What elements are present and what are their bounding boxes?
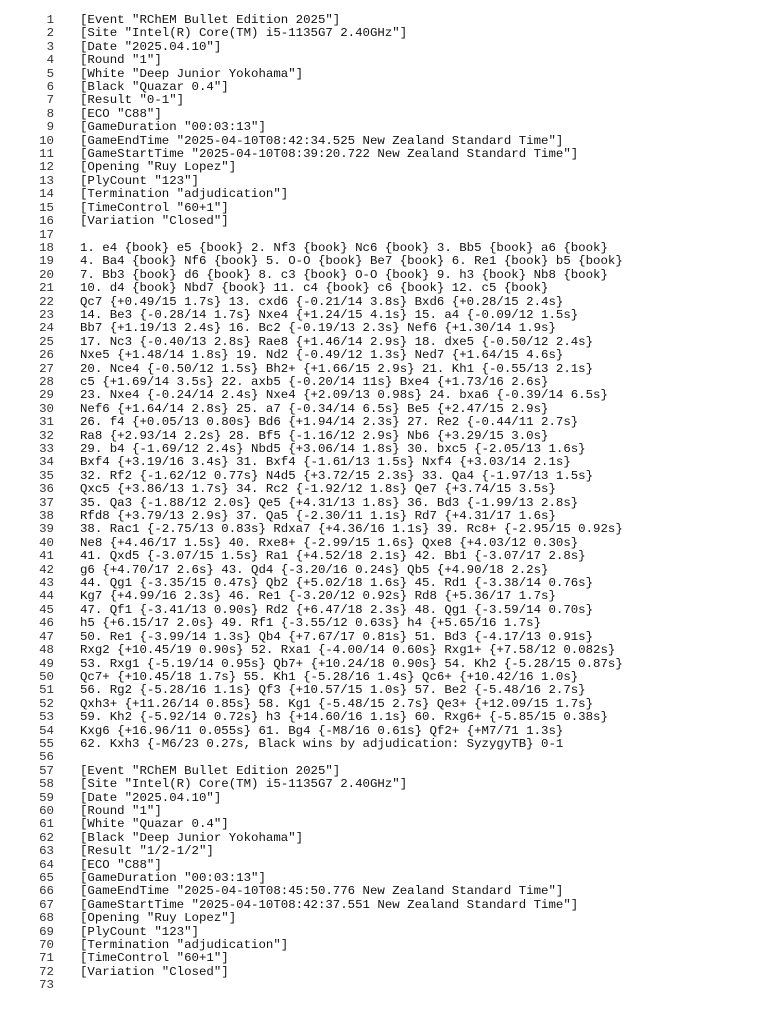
editor-line[interactable] (0, 135, 768, 148)
editor-line[interactable] (0, 255, 768, 268)
line-text[interactable]: [Result "0-1"] (80, 93, 185, 108)
editor-line[interactable] (0, 832, 768, 845)
line-number: 23 (39, 307, 54, 322)
line-text[interactable]: [Result "1/2-1/2"] (80, 844, 214, 859)
line-number: 66 (39, 884, 54, 899)
editor-line[interactable] (0, 14, 768, 27)
line-text[interactable]: [Site "Intel(R) Core(TM) i5-1135G7 2.40GHz"] (80, 777, 408, 792)
line-text[interactable]: 44. Qg1 {-3.35/15 0.47s} Qb2 {+5.02/18 1.6s} 45. Rd1 {-3.38/14 0.76s} (80, 576, 594, 591)
line-number: 16 (39, 214, 54, 229)
line-number: 5 (46, 66, 54, 81)
editor-line[interactable] (0, 27, 768, 40)
editor-line[interactable] (0, 912, 768, 925)
line-text[interactable]: 4. Ba4 {book} Nf6 {book} 5. O-O {book} Be7 {book} 6. Re1 {book} b5 {book} (80, 254, 623, 269)
line-text[interactable]: g6 {+4.70/17 2.6s} 43. Qd4 {-3.20/16 0.24s} Qb5 {+4.90/18 2.2s} (80, 562, 549, 577)
line-text[interactable]: [Round "1"] (80, 53, 162, 68)
line-number: 34 (39, 455, 54, 470)
editor-line[interactable] (0, 725, 768, 738)
line-text[interactable]: [Event "RChEM Bullet Edition 2025"] (80, 13, 341, 27)
line-text[interactable]: 32. Rf2 {-1.62/12 0.77s} N4d5 {+3.72/15 2.3s} 33. Qa4 {-1.97/13 1.5s} (80, 468, 594, 483)
editor-line[interactable] (0, 456, 768, 469)
editor-line[interactable] (0, 175, 768, 188)
editor-line[interactable] (0, 738, 768, 751)
line-number: 11 (39, 147, 54, 162)
editor-line[interactable] (0, 121, 768, 134)
line-number: 33 (39, 442, 54, 456)
line-text[interactable]: 17. Nc3 {-0.40/13 2.8s} Rae8 {+1.46/14 2.9s} 18. dxe5 {-0.50/12 2.4s} (80, 334, 594, 349)
line-number: 15 (39, 200, 54, 215)
line-number: 25 (39, 334, 54, 349)
line-number: 56 (39, 750, 54, 765)
line-text[interactable]: [Date "2025.04.10"] (80, 790, 222, 805)
editor-line[interactable] (0, 698, 768, 711)
line-number: 1 (46, 13, 54, 27)
line-number: 59 (39, 790, 54, 805)
line-text[interactable]: Bb7 {+1.19/13 2.4s} 16. Bc2 {-0.19/13 2.3s} Nef6 {+1.30/14 1.9s} (80, 321, 556, 336)
line-number: 62 (39, 830, 54, 845)
editor-line[interactable] (0, 322, 768, 335)
line-text[interactable]: [Event "RChEM Bullet Edition 2025"] (80, 763, 341, 778)
editor-line[interactable] (0, 885, 768, 898)
editor-line[interactable] (0, 242, 768, 255)
editor-line[interactable] (0, 711, 768, 724)
editor-line[interactable] (0, 108, 768, 121)
line-number: 32 (39, 428, 54, 443)
editor-line[interactable] (0, 979, 768, 992)
line-text[interactable]: [TimeControl "60+1"] (80, 951, 229, 966)
editor-line[interactable] (0, 41, 768, 54)
line-number: 13 (39, 173, 54, 188)
line-number: 65 (39, 871, 54, 885)
editor-line[interactable] (0, 81, 768, 94)
editor-line[interactable] (0, 188, 768, 201)
editor-line[interactable] (0, 845, 768, 858)
line-text[interactable]: 7. Bb3 {book} d6 {book} 8. c3 {book} O-O {book} 9. h3 {book} Nb8 {book} (80, 267, 608, 282)
line-text[interactable]: [PlyCount "123"] (80, 173, 199, 188)
line-number: 58 (39, 777, 54, 792)
line-number: 57 (39, 763, 54, 778)
line-text[interactable]: [ECO "C88"] (80, 106, 162, 121)
editor-line[interactable] (0, 148, 768, 161)
line-text[interactable]: [White "Deep Junior Yokohama"] (80, 66, 304, 81)
editor-line[interactable] (0, 577, 768, 590)
editor-line[interactable] (0, 282, 768, 295)
editor-line[interactable] (0, 604, 768, 617)
editor-line[interactable] (0, 389, 768, 402)
line-number: 43 (39, 576, 54, 591)
editor-line[interactable] (0, 590, 768, 603)
line-number: 19 (39, 254, 54, 269)
line-number: 31 (39, 415, 54, 430)
line-text[interactable]: [GameStartTime "2025-04-10T08:39:20.722 New Zealand Standard Time"] (80, 147, 579, 162)
line-number: 49 (39, 656, 54, 671)
editor-line[interactable] (0, 510, 768, 523)
line-number: 6 (46, 80, 54, 95)
line-text[interactable]: [GameEndTime "2025-04-10T08:42:34.525 New Zealand Standard Time"] (80, 133, 564, 148)
editor-line[interactable] (0, 765, 768, 778)
line-text[interactable]: 59. Kh2 {-5.92/14 0.72s} h3 {+14.60/16 1.1s} 60. Rxg6+ {-5.85/15 0.38s} (80, 710, 608, 725)
line-number: 54 (39, 723, 54, 738)
editor-line[interactable] (0, 751, 768, 764)
line-text[interactable]: Kxg6 {+16.96/11 0.055s} 61. Bg4 {-M8/16 0.61s} Qf2+ {+M7/71 1.3s} (80, 723, 564, 738)
line-number: 63 (39, 844, 54, 859)
editor-line[interactable] (0, 430, 768, 443)
line-text[interactable]: 14. Be3 {-0.28/14 1.7s} Nxe4 {+1.24/15 4.1s} 15. a4 {-0.09/12 1.5s} (80, 307, 579, 322)
line-text[interactable]: [Round "1"] (80, 803, 162, 818)
line-text[interactable]: 56. Rg2 {-5.28/16 1.1s} Qf3 {+10.57/15 1.0s} 57. Be2 {-5.48/16 2.7s} (80, 683, 586, 698)
line-number: 50 (39, 669, 54, 684)
line-number: 47 (39, 629, 54, 644)
editor-line[interactable] (0, 403, 768, 416)
editor-line[interactable] (0, 617, 768, 630)
line-text[interactable]: [Opening "Ruy Lopez"] (80, 911, 237, 926)
line-number: 12 (39, 160, 54, 175)
editor-line[interactable] (0, 349, 768, 362)
line-number: 2 (46, 26, 54, 41)
line-text[interactable]: 50. Re1 {-3.99/14 1.3s} Qb4 {+7.67/17 0.81s} 51. Bd3 {-4.17/13 0.91s} (80, 629, 594, 644)
line-number: 70 (39, 938, 54, 953)
line-text[interactable]: [Opening "Ruy Lopez"] (80, 160, 237, 175)
line-text[interactable]: 53. Rxg1 {-5.19/14 0.95s} Qb7+ {+10.24/18 0.90s} 54. Kh2 {-5.28/15 0.87s} (80, 656, 623, 671)
line-text[interactable]: 10. d4 {book} Nbd7 {book} 11. c4 {book} c6 {book} 12. c5 {book} (80, 281, 549, 296)
editor-line[interactable] (0, 805, 768, 818)
editor-line[interactable] (0, 792, 768, 805)
line-number: 20 (39, 267, 54, 282)
line-text[interactable]: [ECO "C88"] (80, 857, 162, 872)
editor-line[interactable] (0, 202, 768, 215)
line-text[interactable]: Qc7 {+0.49/15 1.7s} 13. cxd6 {-0.21/14 3.8s} Bxd6 {+0.28/15 2.4s} (80, 294, 564, 309)
editor-line[interactable] (0, 215, 768, 228)
line-number: 21 (39, 281, 54, 296)
line-number: 28 (39, 374, 54, 389)
text-editor[interactable] (0, 14, 768, 993)
line-text[interactable]: [Black "Deep Junior Yokohama"] (80, 830, 304, 845)
editor-line[interactable] (0, 550, 768, 563)
editor-line[interactable] (0, 336, 768, 349)
line-number: 10 (39, 133, 54, 148)
line-number: 71 (39, 951, 54, 966)
line-number: 40 (39, 535, 54, 550)
line-text[interactable]: 26. f4 {+0.05/13 0.80s} Bd6 {+1.94/14 2.3s} 27. Re2 {-0.44/11 2.7s} (80, 415, 579, 430)
line-number: 24 (39, 321, 54, 336)
line-number: 39 (39, 522, 54, 537)
editor-line[interactable] (0, 229, 768, 242)
editor-line[interactable] (0, 309, 768, 322)
line-number: 55 (39, 736, 54, 751)
line-text[interactable]: Nef6 {+1.64/14 2.8s} 25. a7 {-0.34/14 6.5s} Be5 {+2.47/15 2.9s} (80, 401, 549, 416)
line-text[interactable]: [Variation "Closed"] (80, 214, 229, 229)
editor-line[interactable] (0, 483, 768, 496)
line-number: 4 (46, 53, 54, 68)
editor-line[interactable] (0, 564, 768, 577)
editor-line[interactable] (0, 416, 768, 429)
line-number: 44 (39, 589, 54, 604)
line-text[interactable]: 1. e4 {book} e5 {book} 2. Nf3 {book} Nc6 {book} 3. Bb5 {book} a6 {book} (80, 240, 608, 255)
line-text[interactable]: [Black "Quazar 0.4"] (80, 80, 229, 95)
line-number: 26 (39, 348, 54, 363)
line-text[interactable]: Bxf4 {+3.19/16 3.4s} 31. Bxf4 {-1.61/13 1.5s} Nxf4 {+3.03/14 2.1s} (80, 455, 571, 470)
line-text[interactable]: [Termination "adjudication"] (80, 187, 289, 202)
editor-line[interactable] (0, 872, 768, 885)
editor-line[interactable] (0, 671, 768, 684)
line-text[interactable]: 20. Nce4 {-0.50/12 1.5s} Bh2+ {+1.66/15 2.9s} 21. Kh1 {-0.55/13 2.1s} (80, 361, 594, 376)
line-number: 30 (39, 401, 54, 416)
line-text[interactable]: [Termination "adjudication"] (80, 938, 289, 953)
line-number: 36 (39, 482, 54, 497)
line-text[interactable]: Qxc5 {+3.86/13 1.7s} 34. Rc2 {-1.92/12 1.8s} Qe7 {+3.74/15 3.5s} (80, 482, 556, 497)
editor-line[interactable] (0, 658, 768, 671)
line-text[interactable]: [PlyCount "123"] (80, 924, 199, 939)
editor-line[interactable] (0, 537, 768, 550)
line-number: 52 (39, 696, 54, 711)
line-text[interactable]: Qxh3+ {+11.26/14 0.85s} 58. Kg1 {-5.48/15 2.7s} Qe3+ {+12.09/15 1.7s} (80, 696, 594, 711)
line-number: 8 (46, 106, 54, 121)
line-number: 27 (39, 361, 54, 376)
editor-line[interactable] (0, 94, 768, 107)
line-text[interactable]: [TimeControl "60+1"] (80, 200, 229, 215)
editor-line[interactable] (0, 952, 768, 965)
editor-line[interactable] (0, 818, 768, 831)
line-number: 42 (39, 562, 54, 577)
line-number: 64 (39, 857, 54, 872)
line-text[interactable]: 62. Kxh3 {-M6/23 0.27s, Black wins by adjudication: SyzygyTB} 0-1 (80, 736, 564, 751)
line-number: 48 (39, 643, 54, 658)
line-number: 45 (39, 602, 54, 617)
line-number: 18 (39, 240, 54, 255)
line-text[interactable]: [Variation "Closed"] (80, 964, 229, 979)
line-number: 60 (39, 803, 54, 818)
line-text[interactable]: 47. Qf1 {-3.41/13 0.90s} Rd2 {+6.47/18 2.3s} 48. Qg1 {-3.59/14 0.70s} (80, 602, 594, 617)
line-number: 17 (39, 227, 54, 242)
line-text[interactable]: [White "Quazar 0.4"] (80, 817, 229, 832)
line-number: 38 (39, 509, 54, 524)
line-text[interactable]: Ra8 {+2.93/14 2.2s} 28. Bf5 {-1.16/12 2.9s} Nb6 {+3.29/15 3.0s} (80, 428, 549, 443)
line-text[interactable]: [Site "Intel(R) Core(TM) i5-1135G7 2.40GHz"] (80, 26, 408, 41)
line-number: 22 (39, 294, 54, 309)
line-number: 14 (39, 187, 54, 202)
line-number: 51 (39, 683, 54, 698)
line-number: 61 (39, 817, 54, 832)
line-text[interactable]: 29. b4 {-1.69/12 2.4s} Nbd5 {+3.06/14 1.8s} 30. bxc5 {-2.05/13 1.6s} (80, 442, 586, 456)
line-text[interactable]: 35. Qa3 {-1.88/12 2.0s} Qe5 {+4.31/13 1.8s} 36. Bd3 {-1.99/13 2.8s} (80, 495, 579, 510)
editor-line[interactable] (0, 899, 768, 912)
editor-line[interactable] (0, 926, 768, 939)
editor-line[interactable] (0, 631, 768, 644)
line-number: 9 (46, 120, 54, 135)
line-text[interactable]: Qc7+ {+10.45/18 1.7s} 55. Kh1 {-5.28/16 1.4s} Qc6+ {+10.42/16 1.0s} (80, 669, 579, 684)
line-number: 68 (39, 911, 54, 926)
line-text[interactable]: Kg7 {+4.99/16 2.3s} 46. Re1 {-3.20/12 0.92s} Rd8 {+5.36/17 1.7s} (80, 589, 556, 604)
line-number: 29 (39, 388, 54, 403)
editor-line[interactable] (0, 68, 768, 81)
editor-line[interactable] (0, 470, 768, 483)
editor-line[interactable] (0, 523, 768, 536)
line-text[interactable]: [Date "2025.04.10"] (80, 39, 222, 54)
editor-line[interactable] (0, 443, 768, 456)
line-text[interactable]: c5 {+1.69/14 3.5s} 22. axb5 {-0.20/14 11s} Bxe4 {+1.73/16 2.6s} (80, 374, 549, 389)
editor-line[interactable] (0, 497, 768, 510)
editor-line[interactable] (0, 939, 768, 952)
line-text[interactable]: Rxg2 {+10.45/19 0.90s} 52. Rxa1 {-4.00/14 0.60s} Rxg1+ {+7.58/12 0.082s} (80, 643, 616, 658)
editor-line[interactable] (0, 296, 768, 309)
editor-line[interactable] (0, 269, 768, 282)
line-text[interactable]: Nxe5 {+1.48/14 1.8s} 19. Nd2 {-0.49/12 1.3s} Ned7 {+1.64/15 4.6s} (80, 348, 564, 363)
line-text[interactable]: Rfd8 {+3.79/13 2.9s} 37. Qa5 {-2.30/11 1.1s} Rd7 {+4.31/17 1.6s} (80, 509, 556, 524)
line-text[interactable]: 23. Nxe4 {-0.24/14 2.4s} Nxe4 {+2.09/13 0.98s} 24. bxa6 {-0.39/14 6.5s} (80, 388, 608, 403)
editor-line[interactable] (0, 684, 768, 697)
line-text[interactable]: [GameDuration "00:03:13"] (80, 871, 266, 885)
editor-line[interactable] (0, 363, 768, 376)
line-number: 69 (39, 924, 54, 939)
line-text[interactable]: [GameEndTime "2025-04-10T08:45:50.776 New Zealand Standard Time"] (80, 884, 564, 899)
editor-line[interactable] (0, 644, 768, 657)
line-text[interactable]: Ne8 {+4.46/17 1.5s} 40. Rxe8+ {-2.99/15 1.6s} Qxe8 {+4.03/12 0.30s} (80, 535, 579, 550)
line-number: 73 (39, 978, 54, 993)
line-number: 35 (39, 468, 54, 483)
line-text[interactable]: 41. Qxd5 {-3.07/15 1.5s} Ra1 {+4.52/18 2.1s} 42. Bb1 {-3.07/17 2.8s} (80, 549, 586, 564)
line-number: 46 (39, 616, 54, 631)
line-number: 67 (39, 897, 54, 912)
line-text[interactable]: [GameDuration "00:03:13"] (80, 120, 266, 135)
line-number: 53 (39, 710, 54, 725)
editor-line[interactable] (0, 778, 768, 791)
line-number: 41 (39, 549, 54, 564)
editor-line[interactable] (0, 161, 768, 174)
editor-line[interactable] (0, 859, 768, 872)
line-number: 7 (46, 93, 54, 108)
line-number: 3 (46, 39, 54, 54)
line-text[interactable]: 38. Rac1 {-2.75/13 0.83s} Rdxa7 {+4.36/16 1.1s} 39. Rc8+ {-2.95/15 0.92s} (80, 522, 623, 537)
editor-line[interactable] (0, 54, 768, 67)
line-number: 72 (39, 964, 54, 979)
line-text[interactable]: h5 {+6.15/17 2.0s} 49. Rf1 {-3.55/12 0.63s} h4 {+5.65/16 1.7s} (80, 616, 542, 631)
line-number: 37 (39, 495, 54, 510)
editor-line[interactable] (0, 966, 768, 979)
editor-line[interactable] (0, 376, 768, 389)
line-text[interactable]: [GameStartTime "2025-04-10T08:42:37.551 New Zealand Standard Time"] (80, 897, 579, 912)
